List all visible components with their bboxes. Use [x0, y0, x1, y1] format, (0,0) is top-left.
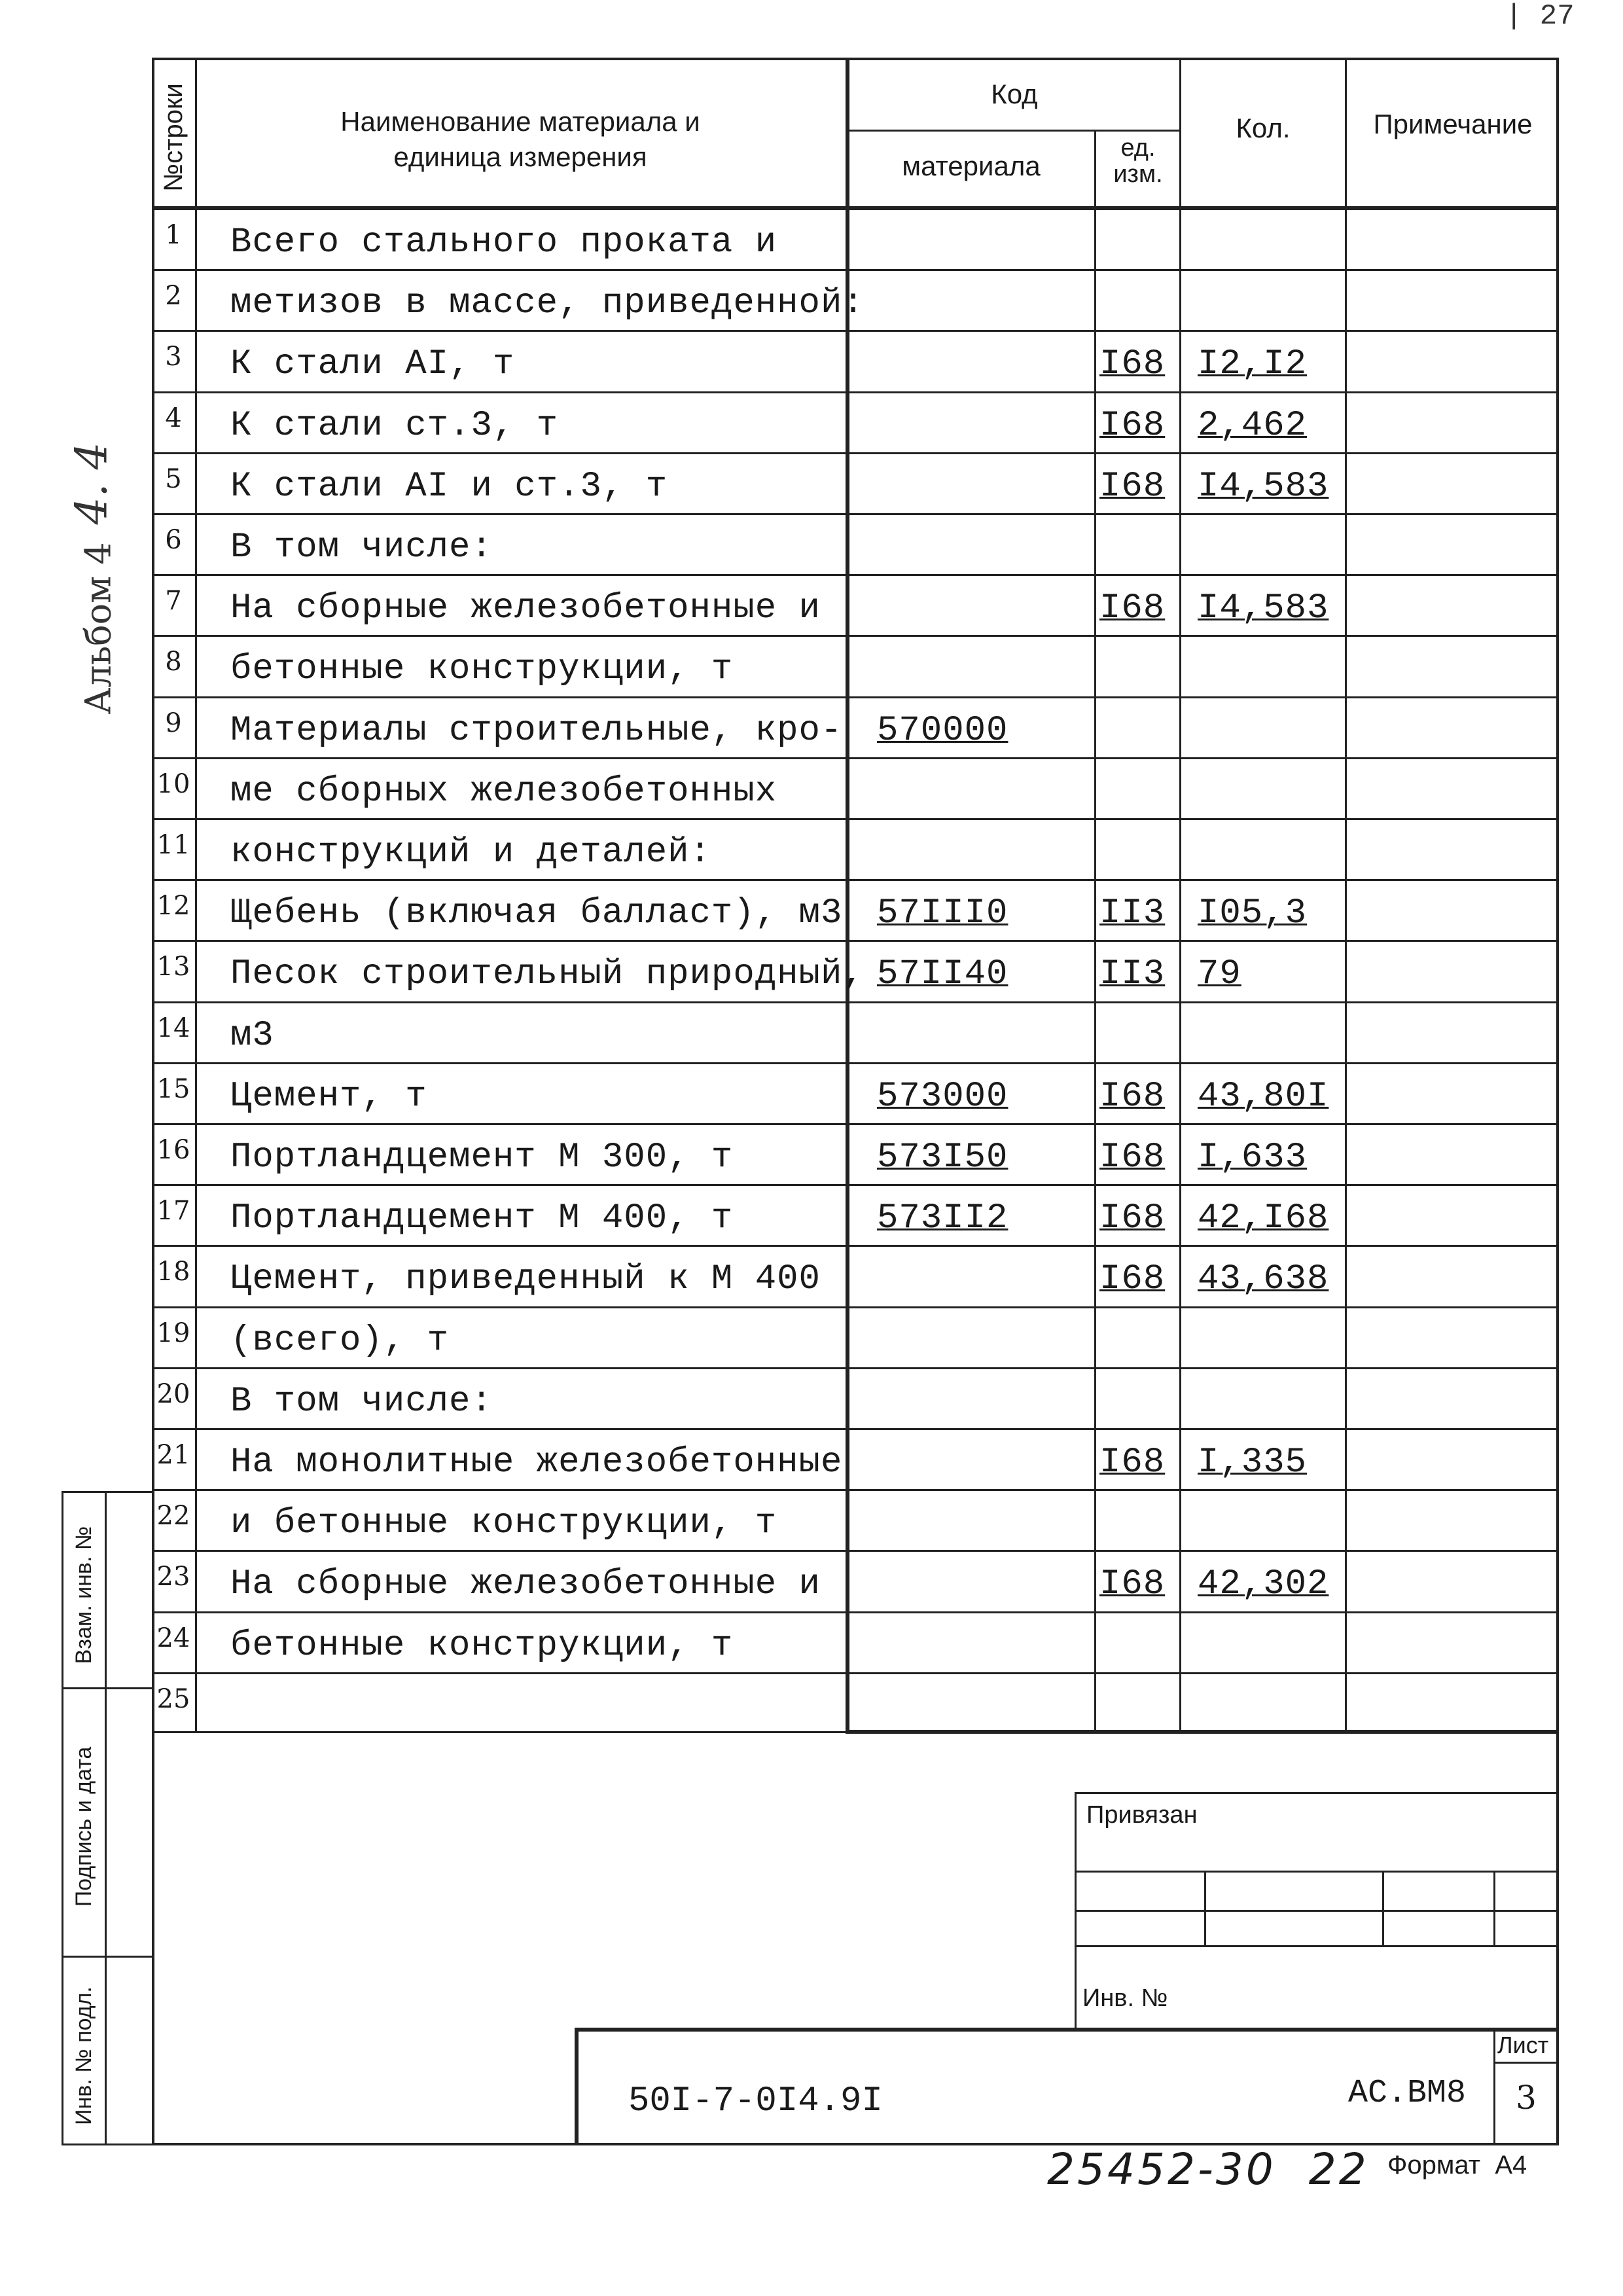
row-number: 22 — [156, 1501, 190, 1532]
row-separator — [152, 1367, 1559, 1369]
row-separator — [152, 635, 1559, 637]
album-label: Альбом 4 — [77, 542, 119, 715]
sheet-label: Лист — [1497, 2032, 1549, 2058]
album-handwritten: 4. 4 — [66, 442, 117, 525]
row-name: Цемент, т — [230, 1076, 427, 1117]
row-quantity: 2,462 — [1198, 405, 1308, 446]
row-number: 4 — [165, 403, 182, 433]
row-unit-code: II3 — [1099, 954, 1166, 995]
doc-code: 50I-7-0I4.9I — [628, 2081, 883, 2121]
row-material-code: 573I50 — [877, 1138, 1008, 1177]
row-number: 2 — [165, 281, 182, 312]
row-number: 15 — [156, 1073, 190, 1104]
row-number: 5 — [165, 463, 182, 494]
row-separator — [152, 696, 1559, 698]
row-unit-code: I68 — [1099, 1564, 1166, 1605]
row-separator — [152, 269, 1559, 271]
privyazan-col-1 — [1204, 1871, 1206, 1945]
row-separator — [152, 1428, 1559, 1430]
footer-format: Формат А4 — [1387, 2151, 1527, 2179]
row-quantity: I,633 — [1198, 1138, 1308, 1177]
col-line-material — [1094, 130, 1096, 1732]
side-vzam: Взам. инв. № — [71, 1526, 96, 1664]
row-number: 12 — [156, 891, 190, 922]
row-number: 20 — [156, 1378, 190, 1409]
row-unit-code: I68 — [1099, 405, 1166, 446]
row-number: 10 — [156, 768, 190, 799]
row-name: На монолитные железобетонные — [230, 1443, 843, 1482]
row-separator — [152, 818, 1559, 820]
row-name: Песок строительный природный, — [230, 954, 865, 995]
row-separator — [152, 1184, 1559, 1186]
row-separator — [152, 1550, 1559, 1552]
row-unit-code: II3 — [1099, 893, 1166, 934]
row-name: конструкций и деталей: — [230, 833, 711, 872]
row-separator — [152, 1611, 1559, 1613]
privyazan-col-2 — [1382, 1871, 1384, 1945]
row-number: 24 — [156, 1623, 190, 1653]
row-name: В том числе: — [230, 528, 493, 567]
row-separator — [152, 1489, 1559, 1491]
row-separator — [152, 513, 1559, 515]
row-name: Портландцемент М 400, т — [230, 1198, 734, 1239]
row-number: 9 — [165, 708, 182, 738]
row-name: метизов в массе, приведенной: — [230, 283, 865, 324]
row-number: 17 — [156, 1196, 190, 1227]
row-unit-code: I68 — [1099, 1138, 1166, 1177]
row-number: 6 — [165, 525, 182, 555]
row-name: м3 — [230, 1015, 274, 1056]
row-name: и бетонные конструкции, т — [230, 1503, 777, 1544]
row-material-code: 573II2 — [877, 1198, 1008, 1239]
row-number: 23 — [156, 1562, 190, 1592]
row-name: В том числе: — [230, 1381, 493, 1422]
row-separator — [152, 1245, 1559, 1247]
sheet-number: 3 — [1516, 2079, 1537, 2117]
col-line-unit — [1179, 58, 1181, 1732]
row-quantity: 43,80I — [1198, 1076, 1329, 1117]
row-name: (всего), т — [230, 1320, 450, 1361]
row-unit-code: I68 — [1099, 1198, 1166, 1239]
row-separator — [152, 391, 1559, 393]
row-number: 7 — [165, 586, 182, 617]
row-name: К стали АI и ст.3, т — [230, 466, 668, 507]
row-separator — [152, 1306, 1559, 1308]
header-qty: Кол. — [1236, 113, 1291, 143]
header-note: Примечание — [1373, 109, 1533, 139]
col-line-qty — [1345, 58, 1347, 1732]
row-name: бетонные конструкции, т — [230, 649, 734, 690]
privyazan-line-3 — [1075, 1945, 1559, 1947]
row-name: К стали ст.3, т — [230, 405, 559, 446]
row-name: бетонные конструкции, т — [230, 1625, 734, 1666]
row-material-code: 570000 — [877, 710, 1008, 751]
row-number: 13 — [156, 952, 190, 982]
privyazan-label: Привязан — [1086, 1801, 1198, 1829]
row-quantity: 79 — [1198, 954, 1241, 995]
side-podpis: Подпись и дата — [71, 1746, 96, 1907]
header-bottom-line — [152, 206, 1559, 210]
row-quantity: I05,3 — [1198, 893, 1308, 934]
row-unit-code: I68 — [1099, 588, 1166, 629]
header-name-line1: Наименование материала и — [340, 106, 700, 137]
doc-mark: АС.ВМ8 — [1348, 2075, 1467, 2112]
row-quantity: I2,I2 — [1198, 344, 1308, 385]
side-inv: Инв. № подл. — [71, 1986, 96, 2125]
row-number: 1 — [165, 220, 182, 250]
header-code: Код — [991, 79, 1038, 109]
header-row-no: №строки — [159, 83, 188, 192]
row-quantity: I,335 — [1198, 1443, 1308, 1482]
row-name: Всего стального проката и — [230, 223, 777, 262]
row-separator — [152, 757, 1559, 759]
row-material-code: 573000 — [877, 1076, 1008, 1117]
row-number: 21 — [156, 1440, 190, 1470]
row-unit-code: I68 — [1099, 1259, 1166, 1300]
row-name: Материалы строительные, кро- — [230, 710, 843, 751]
row-separator — [152, 1001, 1559, 1003]
row-number: 19 — [156, 1318, 190, 1348]
row-material-code: 57III0 — [877, 893, 1008, 934]
row-separator — [152, 1062, 1559, 1064]
row-separator — [152, 1672, 1559, 1674]
row-separator — [152, 330, 1559, 332]
row-name: На сборные железобетонные и — [230, 1564, 821, 1605]
header-name-line2: единица измерения — [393, 141, 647, 172]
row-name: Портландцемент М 300, т — [230, 1138, 734, 1177]
row-name: Щебень (включая балласт), м3 — [230, 893, 843, 934]
row-number: 11 — [156, 830, 190, 860]
row-unit-code: I68 — [1099, 1443, 1166, 1482]
footer-handwritten-number: 25452-30 22 — [1047, 2144, 1369, 2195]
col-line-rownum — [195, 58, 197, 1732]
row-quantity: I4,583 — [1198, 466, 1329, 507]
row-unit-code: I68 — [1099, 344, 1166, 385]
row-quantity: 43,638 — [1198, 1259, 1329, 1300]
privyazan-col-3 — [1493, 1871, 1495, 1945]
row-name: К стали АI, т — [230, 344, 515, 385]
row-separator — [152, 879, 1559, 881]
row-separator — [152, 1123, 1559, 1125]
row-quantity: 42,302 — [1198, 1564, 1329, 1605]
row-unit-code: I68 — [1099, 1076, 1166, 1117]
row-number: 3 — [165, 342, 182, 372]
row-name: ме сборных железобетонных — [230, 771, 777, 812]
row-number: 18 — [156, 1257, 190, 1287]
row-separator — [152, 452, 1559, 454]
inv-no-label: Инв. № — [1082, 1984, 1168, 2012]
header-unit-line1: ед. — [1120, 134, 1156, 162]
row-name: Цемент, приведенный к М 400 — [230, 1259, 821, 1300]
privyazan-line-1 — [1075, 1871, 1559, 1873]
code-subheader-line — [847, 130, 1181, 132]
row-unit-code: I68 — [1099, 466, 1166, 507]
table-body-bottom — [846, 1730, 1559, 1734]
privyazan-line-2 — [1075, 1910, 1559, 1912]
row-number: 16 — [156, 1135, 190, 1165]
row-separator — [152, 574, 1559, 576]
row-quantity: I4,583 — [1198, 588, 1329, 629]
row-material-code: 57II40 — [877, 954, 1008, 995]
row-number: 14 — [156, 1013, 190, 1043]
row-quantity: 42,I68 — [1198, 1198, 1329, 1239]
header-unit-line2: изм. — [1113, 160, 1163, 188]
header-material: материала — [902, 151, 1041, 181]
row-separator — [152, 940, 1559, 942]
table-body-bottom-left — [152, 1731, 847, 1733]
corner-mark: | 27 — [1505, 0, 1575, 33]
row-name: На сборные железобетонные и — [230, 588, 821, 629]
stamp-sheet-line — [1493, 2062, 1559, 2064]
row-number: 8 — [165, 647, 182, 677]
row-number: 25 — [156, 1683, 190, 1714]
